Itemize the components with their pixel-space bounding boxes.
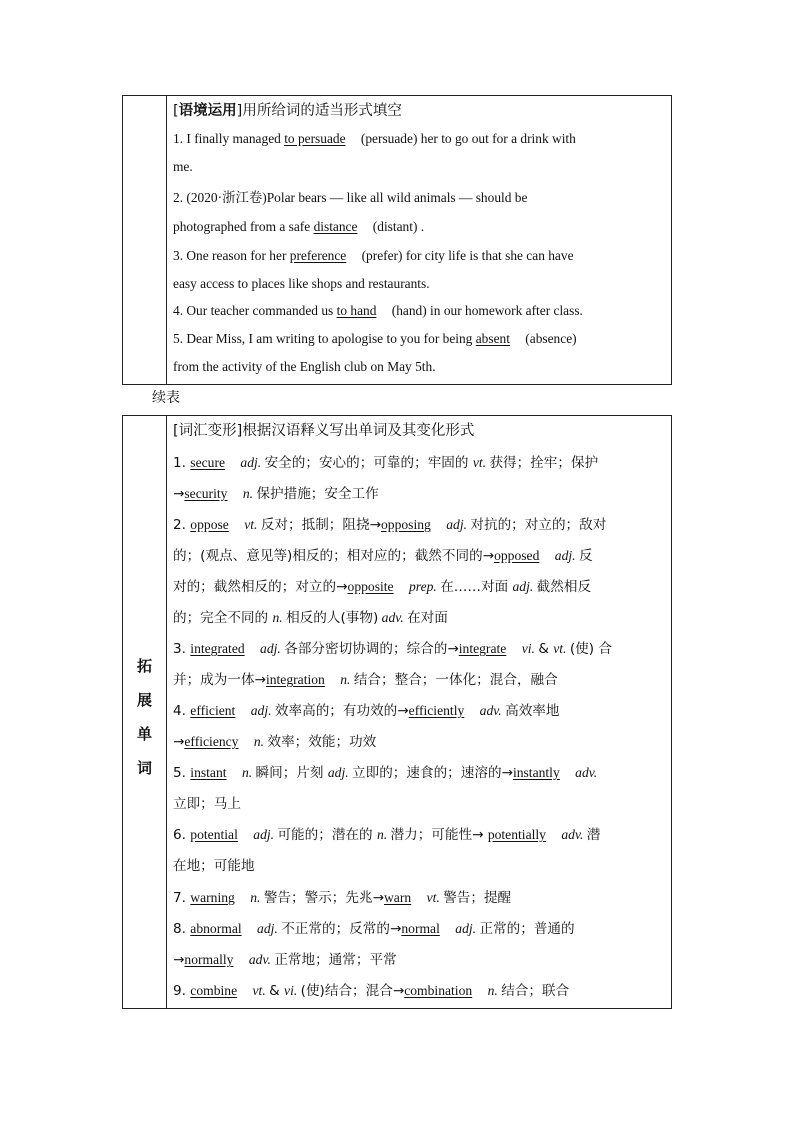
- part-of-speech: prep.: [405, 579, 441, 594]
- part-of-speech: adv.: [476, 703, 506, 718]
- word-answer: oppose: [190, 517, 229, 532]
- definition-text: 8.: [173, 921, 191, 937]
- word-answer: efficiently: [408, 703, 465, 718]
- vocab-line: [173, 761, 667, 781]
- answer-blank: preference: [289, 248, 347, 263]
- word-answer: integrate: [458, 641, 507, 656]
- part-of-speech: adj.: [512, 579, 537, 594]
- definition-text: 9.: [173, 983, 191, 999]
- vocab-line: [173, 699, 667, 719]
- part-of-speech: vt.: [472, 455, 490, 470]
- part-of-speech: n.: [238, 765, 256, 780]
- continued-label: 续表: [152, 390, 180, 406]
- vocab-line: [173, 668, 667, 688]
- definition-text: &: [269, 983, 285, 999]
- word-answer: normal: [401, 921, 440, 936]
- vocab-line: [173, 575, 667, 595]
- part-of-speech: adv.: [571, 765, 598, 780]
- exercise-line: [173, 303, 667, 319]
- definition-text: →: [173, 486, 185, 502]
- line-text: 3. One reason for her: [173, 248, 290, 263]
- definition-text: 的；完全不同的: [173, 610, 273, 626]
- definition-text: (使)结合；混合→: [300, 983, 405, 999]
- exercise-line: [173, 331, 667, 347]
- definition-text: 效率高的；有功效的→: [274, 703, 409, 719]
- vocab-line: [173, 948, 667, 968]
- definition-text: 在对面: [407, 610, 448, 626]
- part-of-speech: adj.: [253, 921, 282, 936]
- part-of-speech: adj.: [327, 765, 353, 780]
- line-text: (prefer) for city life is that she can have: [358, 248, 574, 263]
- definition-text: 立即的；速食的；速溶的→: [352, 765, 513, 781]
- word-answer: instantly: [512, 765, 560, 780]
- word-answer: secure: [190, 455, 226, 470]
- definition-text: &: [538, 641, 554, 657]
- line-text: 2. (2020·浙江卷)Polar bears — like all wild animals — should be: [173, 190, 528, 205]
- item-number: 1.: [173, 455, 191, 471]
- definition-text: 7.: [173, 890, 191, 906]
- definition-text: 对的；截然相反的；对立的→: [173, 579, 348, 595]
- word-answer: warning: [190, 890, 235, 905]
- part-of-speech: vt.: [423, 890, 444, 905]
- vocab-line: [173, 606, 667, 626]
- vocab-line: [173, 886, 667, 906]
- vocab-line: [173, 854, 667, 874]
- exercise-line: [173, 359, 667, 375]
- definition-text: 截然相反: [536, 579, 592, 595]
- part-of-speech: adj.: [451, 921, 480, 936]
- table2-side-cell: [123, 416, 167, 1008]
- definition-text: 2.: [173, 517, 191, 533]
- part-of-speech: adv.: [557, 827, 587, 842]
- definition-text: 反: [578, 548, 593, 564]
- definition-text: 反对；抵制；阻挠→: [260, 517, 381, 533]
- exercise-line: [173, 187, 667, 206]
- vocab-line: [173, 451, 667, 471]
- exercise-line: [173, 159, 667, 175]
- word-answer: opposed: [494, 548, 540, 563]
- definition-text: 正常地；通常；平常: [274, 952, 397, 968]
- definition-text: 各部分密切协调的；综合的→: [284, 641, 459, 657]
- line-text: (hand) in our homework after class.: [388, 303, 583, 318]
- part-of-speech: n.: [239, 486, 257, 501]
- part-of-speech: n.: [272, 610, 287, 625]
- definition-text: 瞬间；片刻: [255, 765, 328, 781]
- part-of-speech: n.: [336, 672, 354, 687]
- vocab-line: [173, 544, 667, 564]
- word-answer: efficiency: [184, 734, 239, 749]
- definition-text: 的；(观点、意见等)相反的；相对应的；截然不同的→: [173, 548, 495, 564]
- exercise-line: [173, 131, 667, 147]
- word-answer: efficient: [190, 703, 236, 718]
- vocab-line: [173, 513, 667, 533]
- definition-text: 结合；联合: [501, 983, 570, 999]
- table1-left-cell: [123, 96, 167, 384]
- answer-blank: absent: [475, 331, 510, 346]
- word-answer: combine: [190, 983, 238, 998]
- definition-text: 潜: [586, 827, 601, 843]
- definition-text: 5.: [173, 765, 191, 781]
- part-of-speech: n.: [376, 827, 391, 842]
- definition-text: 高效率地: [505, 703, 560, 719]
- vocabulary-table-expansion: [122, 415, 672, 1009]
- word-answer: abnormal: [190, 921, 242, 936]
- exercise-table-fill-in: [122, 95, 672, 385]
- line-text: (distant) .: [369, 219, 425, 234]
- table1-content-cell: [167, 96, 671, 384]
- exercise-line: [173, 219, 667, 235]
- table1-header: [语境运用]用所给词的适当形式填空: [173, 103, 402, 119]
- word-answer: opposing: [380, 517, 431, 532]
- definition-text: 潜力；可能性→: [390, 827, 488, 843]
- line-text: (absence): [521, 331, 577, 346]
- line-text: 5. Dear Miss, I am writing to apologise to you for being: [173, 331, 476, 346]
- vocab-line: [173, 979, 667, 999]
- line-text: from the activity of the English club on May 5th.: [173, 359, 436, 374]
- part-of-speech: vt.: [240, 517, 261, 532]
- definition-text: 警告；提醒: [443, 890, 512, 906]
- word-answer: combination: [404, 983, 473, 998]
- exercise-line: [173, 276, 667, 292]
- vocab-line: [173, 730, 667, 750]
- line-text: me.: [173, 159, 193, 174]
- definition-text: 正常的；普通的: [479, 921, 575, 937]
- table2-header: [词汇变形]根据汉语释义写出单词及其变化形式: [173, 423, 475, 439]
- part-of-speech: adv.: [378, 610, 408, 625]
- word-answer: opposite: [347, 579, 394, 594]
- vocab-line: [173, 482, 667, 502]
- word-answer: security: [184, 486, 228, 501]
- vocab-line: [173, 792, 667, 812]
- word-answer: potential: [190, 827, 238, 842]
- vocab-line: [173, 637, 667, 657]
- line-text: (persuade) her to go out for a drink with: [357, 131, 576, 146]
- definition-text: →: [173, 952, 185, 968]
- word-answer: instant: [190, 765, 227, 780]
- definition-text: 对抗的；对立的；敌对: [470, 517, 607, 533]
- word-answer: integration: [265, 672, 325, 687]
- table2-content-cell: [167, 416, 671, 1008]
- part-of-speech: vi.: [284, 983, 301, 998]
- part-of-speech: adv.: [245, 952, 275, 967]
- definition-text: 相反的人(事物): [286, 610, 379, 626]
- definition-text: 在地；可能地: [173, 858, 255, 874]
- definition-text: 4.: [173, 703, 191, 719]
- vocab-line: [173, 823, 667, 843]
- definition-text: (使) 合: [569, 641, 612, 657]
- part-of-speech: vt.: [553, 641, 570, 656]
- word-answer: normally: [184, 952, 234, 967]
- part-of-speech: adj.: [247, 703, 275, 718]
- line-text: photographed from a safe: [173, 219, 314, 234]
- line-text: 1. I finally managed: [173, 131, 285, 146]
- word-answer: potentially: [487, 827, 546, 842]
- definition-text: 效率；效能；功效: [267, 734, 377, 750]
- definition-text: 获得；拴牢；保护: [489, 455, 599, 471]
- part-of-speech: n.: [250, 734, 268, 749]
- answer-blank: to persuade: [284, 131, 346, 146]
- line-text: 4. Our teacher commanded us: [173, 303, 337, 318]
- definition-text: 结合；整合；一体化；混合，融合: [353, 672, 558, 688]
- definition-text: 并；成为一体→: [173, 672, 266, 688]
- word-answer: integrated: [190, 641, 245, 656]
- answer-blank: distance: [313, 219, 358, 234]
- part-of-speech: adj.: [551, 548, 579, 563]
- vocab-line: [173, 917, 667, 937]
- part-of-speech: adj.: [249, 827, 278, 842]
- part-of-speech: n.: [246, 890, 264, 905]
- part-of-speech: adj.: [442, 517, 471, 532]
- definition-text: 保护措施；安全工作: [256, 486, 379, 502]
- part-of-speech: adj.: [237, 455, 265, 470]
- part-of-speech: vi.: [518, 641, 539, 656]
- definition-text: 警告；警示；先兆→: [263, 890, 384, 906]
- answer-blank: to hand: [336, 303, 377, 318]
- side-label: 拓 展 单 词: [136, 657, 152, 777]
- part-of-speech: n.: [484, 983, 502, 998]
- exercise-line: [173, 248, 667, 264]
- definition-text: 安全的；安心的；可靠的；牢固的: [264, 455, 473, 471]
- part-of-speech: vt.: [249, 983, 270, 998]
- definition-text: 立即；马上: [173, 796, 241, 812]
- definition-text: 可能的；潜在的: [277, 827, 377, 843]
- definition-text: 不正常的；反常的→: [281, 921, 402, 937]
- line-text: easy access to places like shops and restaurants.: [173, 276, 430, 291]
- definition-text: 3.: [173, 641, 191, 657]
- word-answer: warn: [383, 890, 412, 905]
- definition-text: →: [173, 734, 185, 750]
- part-of-speech: adj.: [256, 641, 285, 656]
- definition-text: 6.: [173, 827, 191, 843]
- definition-text: 在……对面: [440, 579, 513, 595]
